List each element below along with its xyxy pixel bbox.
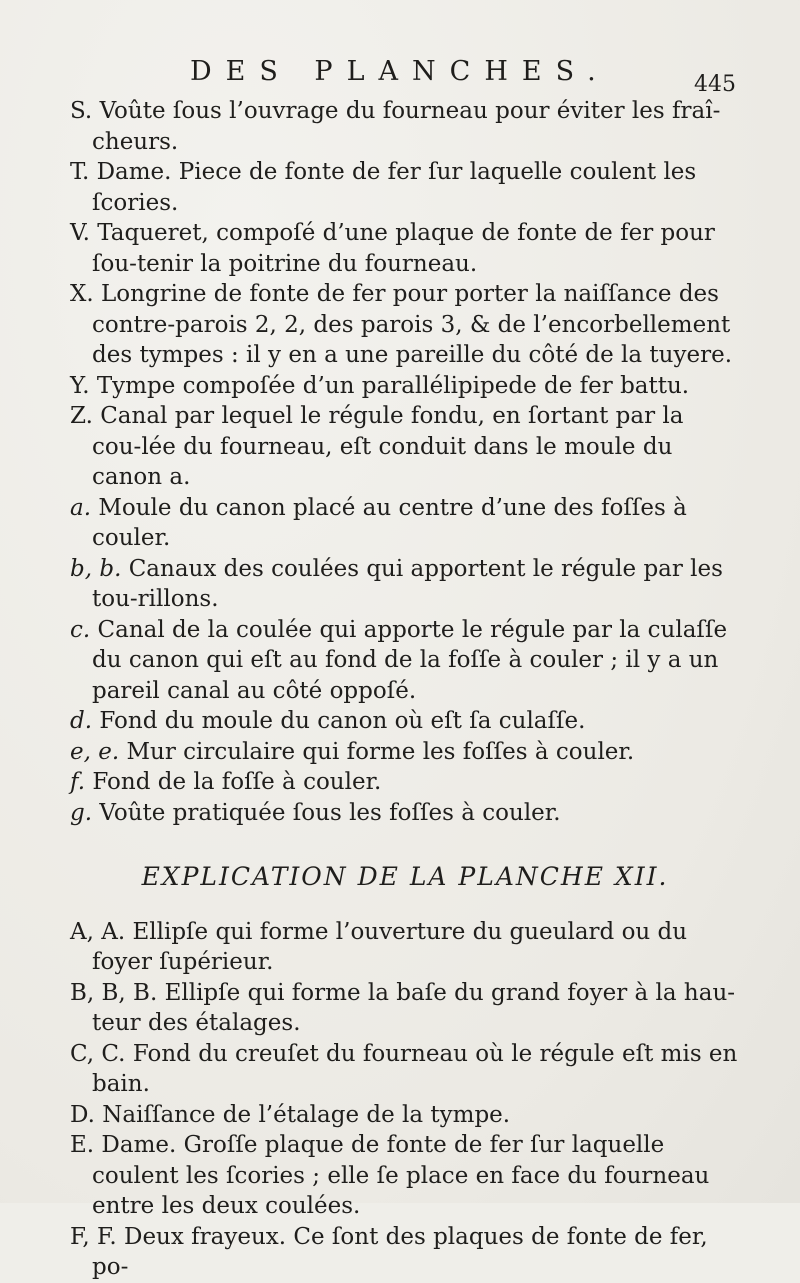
legend-entry-text: Dame. Piece de fonte de fer ſur laquelle coulent les ſcories. [92,159,697,216]
legend-entry [70,978,740,1039]
legend-entry-letter: b, b. [70,555,122,582]
legend-entry-text: Tympe compoſée d’un parallélipipede de fer battu. [96,372,690,399]
legend-entry-letter: Z. [70,403,93,429]
legend-entry [70,1130,740,1222]
legend-entry-letter: e, e. [70,738,120,765]
legend-entry-text: Taqueret, compoſé d’une plaque de fonte de fer pour ſou-tenir la poitrine du fourneau. [92,220,715,277]
legend-list-top [70,96,740,828]
legend-entry [70,737,740,768]
legend-entry [70,157,740,218]
legend-entry-text: Fond du moule du canon où eſt ſa culaſſe. [99,708,586,734]
legend-entry-letter: S. [70,98,93,124]
legend-entry-text: Canal par lequel le régule fondu, en ſortant par la cou-lée du fourneau, eſt conduit dans le moule du canon a. [92,403,684,490]
page-number: 445 [694,72,736,97]
section-title: EXPLICATION DE LA PLANCHE XII. [141,862,669,891]
legend-entry-letter: C, C. [70,1040,126,1067]
legend-entry-letter: Y. [70,372,90,399]
legend-entry-letter: d. [70,708,93,734]
legend-entry-letter: T. [70,159,90,185]
legend-entry-letter: D. [70,1101,95,1128]
legend-entry [70,401,740,493]
legend-entry-text: Moule du canon placé au centre d’une des foſſes à couler. [92,494,687,551]
legend-entry-letter: f. [70,769,86,795]
legend-entry-text: Ellipſe qui forme la baſe du grand foyer à la hau-teur des étalages. [92,979,736,1036]
legend-entry-letter: F, F. [70,1223,117,1250]
legend-entry [70,615,740,707]
legend-entry-text: Deux frayeux. Ce ſont des plaques de fonte de fer, po- [92,1223,708,1280]
legend-entry [70,1222,740,1283]
page-header [190,50,750,97]
legend-entry [70,554,740,615]
legend-entry-text: Mur circulaire qui forme les foſſes à couler. [126,738,635,765]
legend-entry-text: Dame. Groſſe plaque de fonte de fer ſur laquelle coulent les ſcories ; elle ſe place en face du fourneau entre les deux coulées. [92,1132,710,1219]
legend-entry [70,706,740,737]
legend-entry-letter: A, A. [70,918,126,945]
legend-list-bottom [70,917,740,1283]
legend-entry-text: Naiſſance de l’étalage de la tympe. [102,1101,511,1128]
legend-entry-text: Voûte ſous l’ouvrage du fourneau pour éviter les fraî-cheurs. [92,98,721,155]
legend-entry [70,279,740,371]
legend-entry [70,917,740,978]
legend-entry-text: Canal de la coulée qui apporte le régule par la culaſſe du canon qui eſt au fond de la foſſe à couler ; il y a un pareil canal au côté oppoſé. [92,616,728,704]
legend-entry [70,371,740,402]
legend-entry-text: Ellipſe qui forme l’ouverture du gueulard ou du foyer ſupérieur. [92,918,688,975]
legend-entry-letter: B, B, B. [70,979,158,1006]
legend-entry [70,798,740,829]
legend-entry-text: Fond de la foſſe à couler. [92,769,382,795]
legend-entry-letter: V. [70,220,90,246]
legend-entry-text: Fond du creuſet du fourneau où le régule eſt mis en bain. [92,1040,738,1097]
legend-entry-letter: a. [70,494,92,521]
legend-entry [70,218,740,279]
legend-entry-letter: X. [70,281,94,307]
legend-entry [70,1039,740,1100]
legend-entry-letter: E. [70,1132,95,1158]
running-head: DES PLANCHES. [190,56,610,87]
legend-entry [70,493,740,554]
legend-entry-text: Canaux des coulées qui apportent le régule par les tou-rillons. [92,555,723,612]
legend-entry [70,96,740,157]
legend-entry-letter: c. [70,616,91,643]
legend-entry-text: Voûte pratiquée ſous les foſſes à couler. [99,799,561,826]
legend-entry [70,1100,740,1131]
legend-entry [70,767,740,798]
legend-entry-letter: g. [70,799,93,826]
page-body [70,96,740,1283]
legend-entry-text: Longrine de fonte de fer pour porter la naiſſance des contre-parois 2, 2, des parois 3, & de l’encorbellement des tympes : il y en a une pareille du côté de la tuyere. [92,281,733,368]
